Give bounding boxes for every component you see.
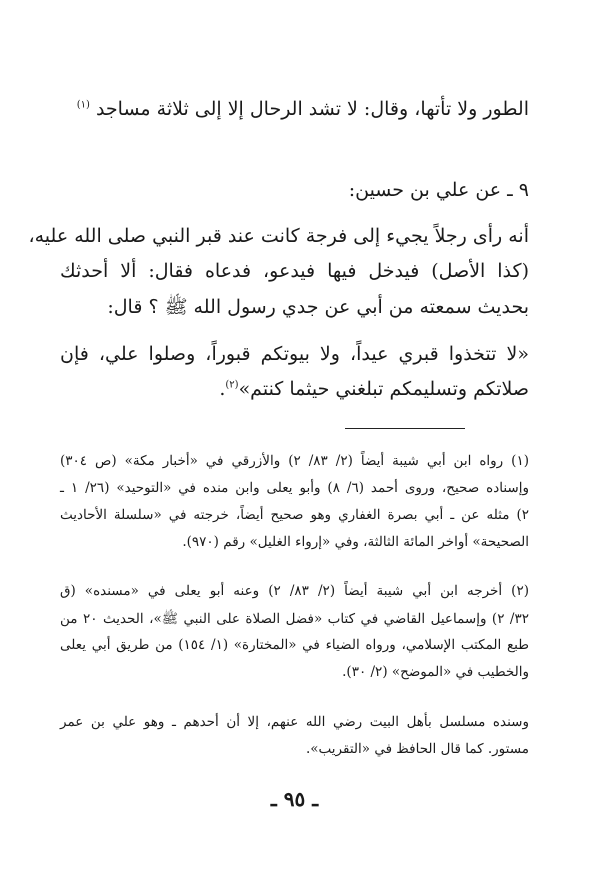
text-line: بحديث سمعته من أبي عن جدي رسول الله ﷺ ؟ قال: (107, 296, 529, 318)
footnote-ref: (٢) (225, 379, 239, 391)
text-segment: الطور ولا تأتها، وقال: لا تشد الرحال إلا إلى ثلاثة مساجد (95, 98, 529, 120)
footnote-line: وسنده مسلسل بأهل البيت رضي الله عنهم، إلا أن أحدهم ـ وهو علي بن عمر (60, 714, 529, 730)
text-line: (كذا الأصل) فيدخل فيها فيدعو، فدعاه فقال: ألا أحدثك (60, 260, 529, 282)
text-segment: . (219, 378, 226, 400)
quote-line (60, 378, 529, 400)
footnote-line: مستور. كما قال الحافظ في «التقريب». (305, 741, 529, 757)
text-line (60, 98, 529, 120)
quote-line: «لا تتخذوا قبري عيداً، ولا بيوتكم قبوراً، وصلوا علي، فإن (60, 343, 529, 365)
footnote-line: (١) رواه ابن أبي شيبة أيضاً (٢/ ٨٣/ ٢) والأزرقي في «أخبار مكة» (ص ٣٠٤) (60, 453, 529, 469)
page-number: ـ ٩٥ ـ (270, 787, 319, 811)
text-segment: صلاتكم وتسليمكم تبلغني حيثما كنتم» (238, 378, 529, 400)
footnote-ref: (١) (76, 99, 90, 111)
footnote-line: الصحيحة» أواخر المائة الثالثة، وفي «إرواء الغليل» رقم (٩٧٠). (182, 534, 529, 550)
footnote-line: وإسناده صحيح، وروى أحمد (٦/ ٨) وأبو يعلى وابن منده في «التوحيد» (٢٦/ ١ ـ (60, 480, 530, 496)
footnote-line: والخطيب في «الموضح» (٢/ ٣٠). (342, 664, 529, 680)
footnote-line: ٢) مثله عن ـ أبي بصرة الغفاري وهو صحيح أيضاً، خرجته في «سلسلة الأحاديث (60, 507, 529, 523)
footnote-line: ٣٢/ ٢) وإسماعيل القاضي في كتاب «فضل الصلاة على النبي ﷺ»، الحديث ٢٠ من (60, 611, 529, 627)
footnote-divider (345, 428, 465, 429)
footnote-line: (٢) أخرجه ابن أبي شيبة أيضاً (٢/ ٨٣/ ٢) وعنه أبو يعلى في «مسنده» (ق (60, 583, 529, 599)
text-line: أنه رأى رجلاً يجيء إلى فرجة كانت عند قبر النبي صلى الله عليه، (28, 225, 529, 247)
hadith-heading: ٩ ـ عن علي بن حسين: (348, 179, 529, 201)
footnote-line: طبع المكتب الإسلامي، ورواه الضياء في «المختارة» (١/ ١٥٤) من طريق أبي يعلى (60, 637, 529, 653)
